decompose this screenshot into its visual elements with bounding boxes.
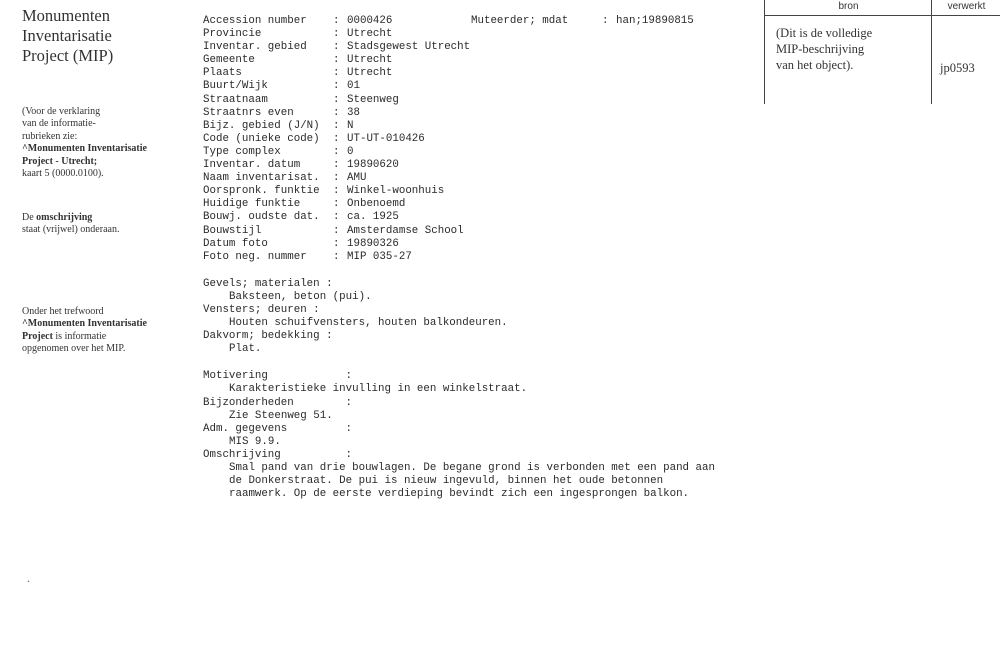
sidebar-title-line: Inventarisatie: [22, 26, 112, 45]
section-value: Karakteristieke invulling in een winkelstraat.: [229, 383, 528, 396]
field-row: Bouwstijl : Amsterdamse School: [203, 224, 464, 237]
field-label: Gemeente: [203, 54, 255, 67]
field-value: Utrecht: [347, 67, 393, 80]
omschrijving-line: Smal pand van drie bouwlagen. De begane grond is verbonden met een pand aan: [229, 462, 715, 474]
field-list: [203, 28, 715, 264]
note-line: van de informatie-: [22, 118, 96, 130]
muteerder-value: han;19890815: [616, 15, 694, 27]
omschrijving-line: de Donkerstraat. De pui is nieuw ingevuld, binnen het oude betonnen: [229, 475, 664, 488]
field-label: Bijz. gebied (J/N): [203, 119, 320, 132]
field-value: 01: [347, 80, 360, 93]
field-label: Provincie: [203, 28, 262, 41]
field-value: N: [347, 119, 354, 132]
stray-dot: .: [27, 571, 30, 585]
field-label: Datum foto: [203, 237, 268, 250]
field-row: Inventar. datum : 19890620: [203, 159, 399, 172]
field-value: Onbenoemd: [347, 198, 406, 211]
field-value: ca. 1925: [347, 211, 399, 224]
field-value: Utrecht: [347, 54, 393, 67]
note-bold: Project: [22, 330, 53, 342]
field-label: Inventar. datum: [203, 159, 301, 172]
field-row: Provincie : Utrecht: [203, 28, 393, 41]
field-row: Code (unieke code) : UT-UT-010426: [203, 132, 425, 145]
omschrijving-text: [203, 462, 715, 501]
section-head: Bijzonderheden :: [203, 396, 353, 409]
sidebar-title: [22, 6, 113, 66]
section-head: Vensters; deuren :: [203, 303, 320, 316]
field-label: Buurt/Wijk: [203, 80, 268, 93]
section-value: MIS 9.9.: [229, 435, 281, 448]
section-value: Baksteen, beton (pui).: [229, 290, 372, 303]
field-value: 0: [347, 145, 354, 158]
field-row: Datum foto : 19890326: [203, 237, 399, 250]
field-row: Inventar. gebied : Stadsgewest Utrecht: [203, 41, 471, 54]
field-label: Bouwstijl: [203, 224, 262, 237]
field-label: Straatnrs even: [203, 106, 294, 119]
bron-line: (Dit is de volledige: [776, 26, 873, 40]
field-value: AMU: [347, 172, 367, 185]
field-value: Stadsgewest Utrecht: [347, 41, 471, 54]
field-row: Buurt/Wijk : 01: [203, 80, 360, 93]
field-row: Straatnaam : Steenweg: [203, 93, 399, 106]
header-bron: bron: [838, 1, 859, 12]
section-head: Gevels; materialen :: [203, 277, 333, 290]
field-value: Winkel-woonhuis: [347, 185, 445, 198]
bron-table: [764, 0, 1000, 104]
field-value: UT-UT-010426: [347, 132, 425, 145]
field-label: Foto neg. nummer: [203, 250, 307, 263]
note-bold: ^Monumenten Inventarisatie: [22, 143, 147, 155]
sidebar-title-line: Project (MIP): [22, 46, 114, 65]
section-head: Adm. gegevens :: [203, 422, 353, 435]
note-text: De: [22, 212, 37, 223]
sidebar-note-trefwoord: [22, 306, 182, 356]
field-row: Naam inventarisat. : AMU: [203, 172, 367, 185]
materials-section: [203, 278, 715, 357]
note-line: Onder het trefwoord: [22, 306, 104, 317]
omschrijving-head: Omschrijving :: [203, 448, 353, 461]
field-value: Utrecht: [347, 28, 393, 41]
field-label: Straatnaam: [203, 93, 268, 106]
note-bold: Project - Utrecht;: [22, 155, 98, 167]
field-value: Amsterdamse School: [347, 224, 464, 237]
field-value: 19890326: [347, 237, 399, 250]
field-label: Oorspronk. funktie: [203, 185, 320, 198]
note-line: opgenomen over het MIP.: [22, 343, 126, 355]
field-label: Type complex: [203, 145, 281, 158]
field-value: Steenweg: [347, 93, 399, 106]
field-row: Type complex : 0: [203, 145, 354, 158]
verwerkt-cell: jp0593: [940, 61, 975, 75]
omschrijving-line: raamwerk. Op de eerste verdieping bevindt zich een ingesprongen balkon.: [229, 488, 690, 501]
field-label: Bouwj. oudste dat.: [203, 211, 320, 224]
section-head: Motivering :: [203, 370, 353, 383]
field-row: Gemeente : Utrecht: [203, 54, 393, 67]
field-label: Accession number: [203, 15, 307, 27]
section-value: Zie Steenweg 51.: [229, 409, 333, 422]
field-value: 19890620: [347, 159, 399, 172]
field-row: Bouwj. oudste dat. : ca. 1925: [203, 211, 399, 224]
section-value: Houten schuifvensters, houten balkondeuren.: [229, 317, 508, 330]
sidebar-note-explanation: [22, 106, 182, 180]
section-head: Dakvorm; bedekking :: [203, 330, 333, 343]
field-label: Code (unieke code): [203, 132, 320, 145]
note-line: rubrieken zie:: [22, 130, 78, 142]
field-row: Huidige funktie : Onbenoemd: [203, 198, 406, 211]
header-verwerkt: verwerkt: [947, 1, 986, 12]
note-text: is informatie: [52, 330, 107, 342]
accession-row: Accession number : 0000426 Muteerder; mdat : han;19890815: [203, 15, 694, 27]
field-value: 0000426: [347, 15, 393, 27]
note-line: (Voor de verklaring: [22, 106, 101, 117]
sidebar-note-omschrijving: [22, 212, 182, 237]
field-value: 38: [347, 106, 360, 119]
bron-table-header: [764, 0, 1000, 16]
muteerder-label: Muteerder; mdat: [471, 15, 569, 27]
field-row: Plaats : Utrecht: [203, 67, 393, 80]
field-value: MIP 035-27: [347, 250, 412, 263]
field-label: Plaats: [203, 67, 242, 80]
bron-line: van het object).: [776, 58, 854, 72]
field-row: Straatnrs even : 38: [203, 106, 360, 119]
field-label: Huidige funktie: [203, 198, 301, 211]
mip-record: [203, 15, 715, 501]
note-bold: omschrijving: [36, 212, 93, 223]
note-bold: ^Monumenten Inventarisatie: [22, 318, 147, 330]
field-row: Foto neg. nummer : MIP 035-27: [203, 250, 412, 263]
note-line: staat (vrijwel) onderaan.: [22, 224, 120, 236]
note-line: kaart 5 (0000.0100).: [22, 168, 104, 180]
sidebar-title-line: Monumenten: [22, 6, 110, 25]
field-row: Oorspronk. funktie : Winkel-woonhuis: [203, 185, 445, 198]
field-label: Naam inventarisat.: [203, 172, 320, 185]
bron-line: MIP-beschrijving: [776, 42, 865, 56]
bron-cell: [776, 25, 926, 73]
field-row: Bijz. gebied (J/N) : N: [203, 119, 354, 132]
section-value: Plat.: [229, 343, 262, 356]
field-label: Inventar. gebied: [203, 41, 307, 54]
notes-section: [203, 370, 715, 449]
